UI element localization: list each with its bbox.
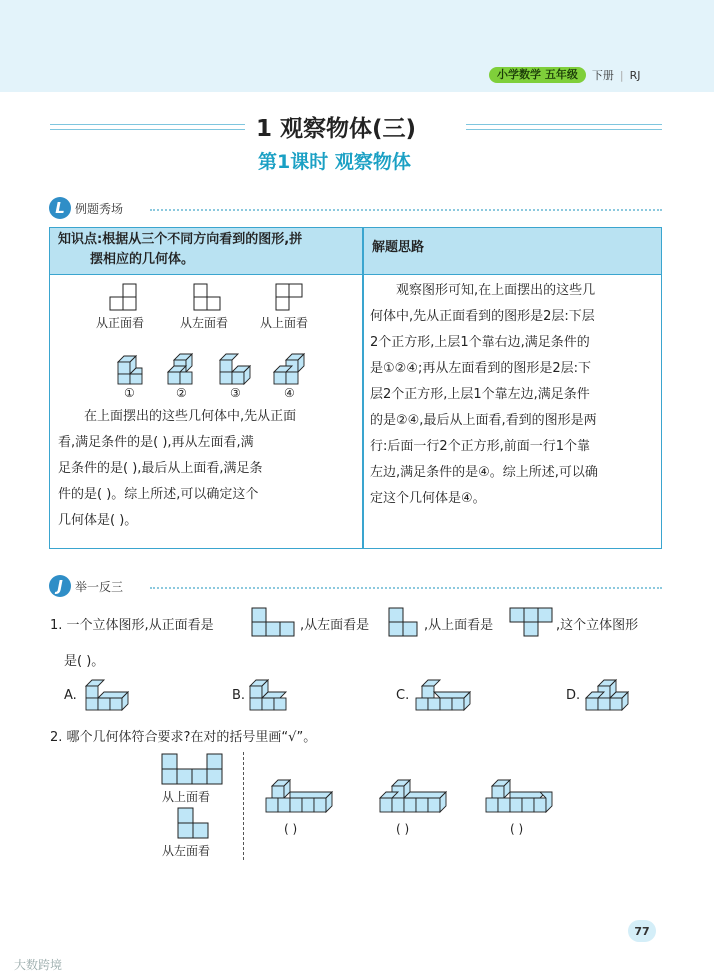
solution-line: 的是②④,最后从上面看,看到的图形是两 — [370, 413, 597, 428]
example-section-label: 例题秀场 — [75, 201, 124, 216]
view-label-top: 从上面看 — [260, 316, 309, 330]
question-line: 在上面摆出的这些几何体中,先从正面 — [84, 409, 297, 424]
section-divider — [150, 209, 662, 211]
q2-solid-1 — [264, 776, 348, 820]
question-line: 看,满足条件的是( ),再从左面看,满 — [58, 435, 254, 450]
q1-option-b-solid — [248, 676, 304, 716]
q2-answer-blank-2[interactable]: ( ) — [396, 822, 410, 836]
solid-option-3 — [216, 350, 260, 386]
option-label-3: ③ — [230, 386, 241, 400]
solution-line: 左边,满足条件的是④。综上所述,可以确 — [370, 465, 598, 480]
q1-text-part4: ,这个立体图形 — [556, 618, 639, 633]
subject-badge: 小学数学 五年级 — [489, 67, 586, 83]
knowledge-point-line2: 摆相应的几何体。 — [90, 252, 195, 267]
q1-option-d-label[interactable]: D. — [566, 688, 581, 703]
q1-answer-blank[interactable]: 是( )。 — [64, 654, 105, 669]
q1-option-a-label[interactable]: A. — [64, 688, 77, 703]
solution-line: 行:后面一行2个正方形,前面一行1个靠 — [370, 439, 591, 454]
option-label-2: ② — [176, 386, 187, 400]
page-number: 77 — [628, 920, 656, 942]
solution-line: 层2个正方形,上层1个靠左边,满足条件 — [370, 387, 590, 402]
q2-divider — [243, 752, 244, 860]
q2-left-view — [178, 808, 218, 842]
q2-view-label-top: 从上面看 — [162, 790, 211, 804]
q2-view-label-left: 从左面看 — [162, 844, 211, 858]
section-badge-icon: J — [49, 575, 71, 597]
view-label-left: 从左面看 — [180, 316, 229, 330]
q1-option-d-solid — [584, 676, 640, 716]
q1-text-part3: ,从上面看是 — [424, 618, 494, 633]
question-line: 几何体是( )。 — [58, 513, 138, 528]
q1-front-view — [252, 608, 300, 638]
practice-section-label: 举一反三 — [75, 579, 124, 594]
q1-text-part1: 1. 一个立体图形,从正面看是 — [50, 618, 214, 633]
q2-solid-2 — [378, 776, 462, 820]
header-separator: | — [619, 68, 624, 82]
q1-option-b-label[interactable]: B. — [232, 688, 246, 703]
example-section-header — [49, 197, 123, 219]
solution-line: 何体中,先从正面看到的图形是2层:下层 — [370, 309, 595, 324]
knowledge-point-header — [58, 230, 358, 270]
q1-option-c-solid — [414, 676, 476, 716]
solution-text — [370, 278, 658, 512]
title-rule-right — [466, 124, 662, 130]
view-label-front: 从正面看 — [96, 316, 145, 330]
q2-answer-blank-1[interactable]: ( ) — [284, 822, 298, 836]
q2-text: 2. 哪个几何体符合要求?在对的括号里画“√”。 — [50, 730, 317, 745]
q2-answer-blank-3[interactable]: ( ) — [510, 822, 524, 836]
solution-line: 2个正方形,上层1个靠右边,满足条件的 — [370, 335, 590, 350]
top-view-shape — [276, 284, 316, 314]
table-header-row — [50, 228, 661, 275]
q1-text-part2: ,从左面看是 — [300, 618, 370, 633]
question-line: 件的是( )。综上所述,可以确定这个 — [58, 487, 259, 502]
q2-top-view — [162, 754, 228, 788]
example-question-text — [58, 404, 358, 534]
lesson-subtitle: 第1课时 观察物体 — [258, 151, 411, 173]
grade-label — [489, 66, 640, 84]
solution-header: 解题思路 — [372, 240, 425, 255]
title-rule-left — [50, 124, 245, 130]
volume-label: 下册 — [591, 69, 614, 82]
solution-line: 观察图形可知,在上面摆出的这些几 — [396, 283, 596, 298]
front-view-shape — [110, 284, 150, 314]
option-label-4: ④ — [284, 386, 295, 400]
table-column-divider — [362, 228, 364, 548]
solid-option-4 — [270, 350, 314, 386]
q2-solid-3 — [484, 776, 568, 820]
section-badge-icon: L — [49, 197, 71, 219]
solid-option-1 — [112, 350, 152, 386]
q1-left-view — [389, 608, 423, 638]
edition-label: RJ — [629, 68, 641, 82]
section-divider — [150, 587, 662, 589]
option-label-1: ① — [124, 386, 135, 400]
page-title: 1 观察物体(三) — [256, 116, 417, 142]
question-line: 足条件的是( ),最后从上面看,满足条 — [58, 461, 263, 476]
solid-option-2 — [164, 350, 204, 386]
practice-section-header — [49, 575, 123, 597]
q1-option-a-solid — [84, 676, 140, 716]
left-view-shape — [194, 284, 234, 314]
solution-line: 是①②④;再从左面看到的图形是2层:下 — [370, 361, 591, 376]
example-table — [49, 227, 662, 549]
watermark: 大数跨境 — [14, 958, 63, 972]
solution-line: 定这个几何体是④。 — [370, 491, 486, 506]
q1-option-c-label[interactable]: C. — [396, 688, 410, 703]
q1-top-view — [510, 608, 558, 638]
knowledge-point-line1: 知识点:根据从三个不同方向看到的图形,拼 — [58, 232, 303, 247]
